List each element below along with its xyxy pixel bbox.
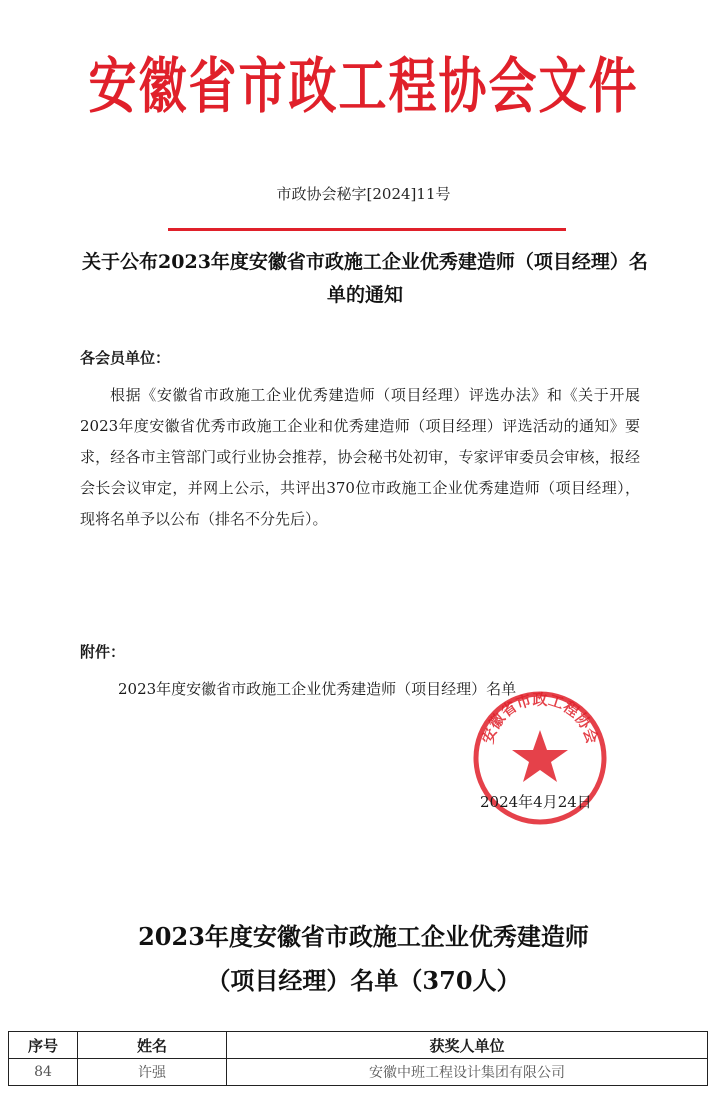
cell-number: 84 [9, 1059, 78, 1086]
notice-body: 根据《安徽省市政施工企业优秀建造师（项目经理）评选办法》和《关于开展2023年度安徽省优秀市政施工企业和优秀建造师（项目经理）评选活动的通知》要求，经各市主管部门或行业协会推荐，协会秘书处初审，专家评审委员会审核，报经会长会议审定，并网上公示，共评出370位市政施工企业优秀建造师（项目经理），现将名单予以公布（排名不分先后）。 [80, 386, 640, 528]
column-header-name: 姓名 [78, 1032, 227, 1059]
document-header-title: 安徽省市政工程协会文件 [88, 51, 639, 122]
column-header-unit: 获奖人单位 [227, 1032, 708, 1059]
list-title [0, 915, 727, 1003]
table-header-row [9, 1032, 708, 1059]
cell-name: 许强 [78, 1059, 227, 1086]
award-list-table [8, 1031, 708, 1086]
table-row [9, 1059, 708, 1086]
greeting: 各会员单位： [80, 349, 171, 367]
column-header-number: 序号 [9, 1032, 78, 1059]
document-number: 市政协会秘字[2024]11号 [276, 185, 451, 203]
seal-text: 安徽省市政工程协会 [478, 690, 602, 746]
issue-date: 2024年4月24日 [480, 793, 592, 811]
list-title-line1: 2023年度安徽省市政施工企业优秀建造师 [138, 922, 589, 951]
red-divider [168, 228, 566, 231]
notice-title: 关于公布2023年度安徽省市政施工企业优秀建造师（项目经理）名单的通知 [82, 251, 648, 306]
attachment-label: 附件： [80, 643, 126, 661]
cell-unit: 安徽中班工程设计集团有限公司 [227, 1059, 708, 1086]
list-title-line2: （项目经理）名单（370人） [206, 966, 521, 995]
attachment-item: 2023年度安徽省市政施工企业优秀建造师（项目经理）名单 [118, 680, 517, 698]
